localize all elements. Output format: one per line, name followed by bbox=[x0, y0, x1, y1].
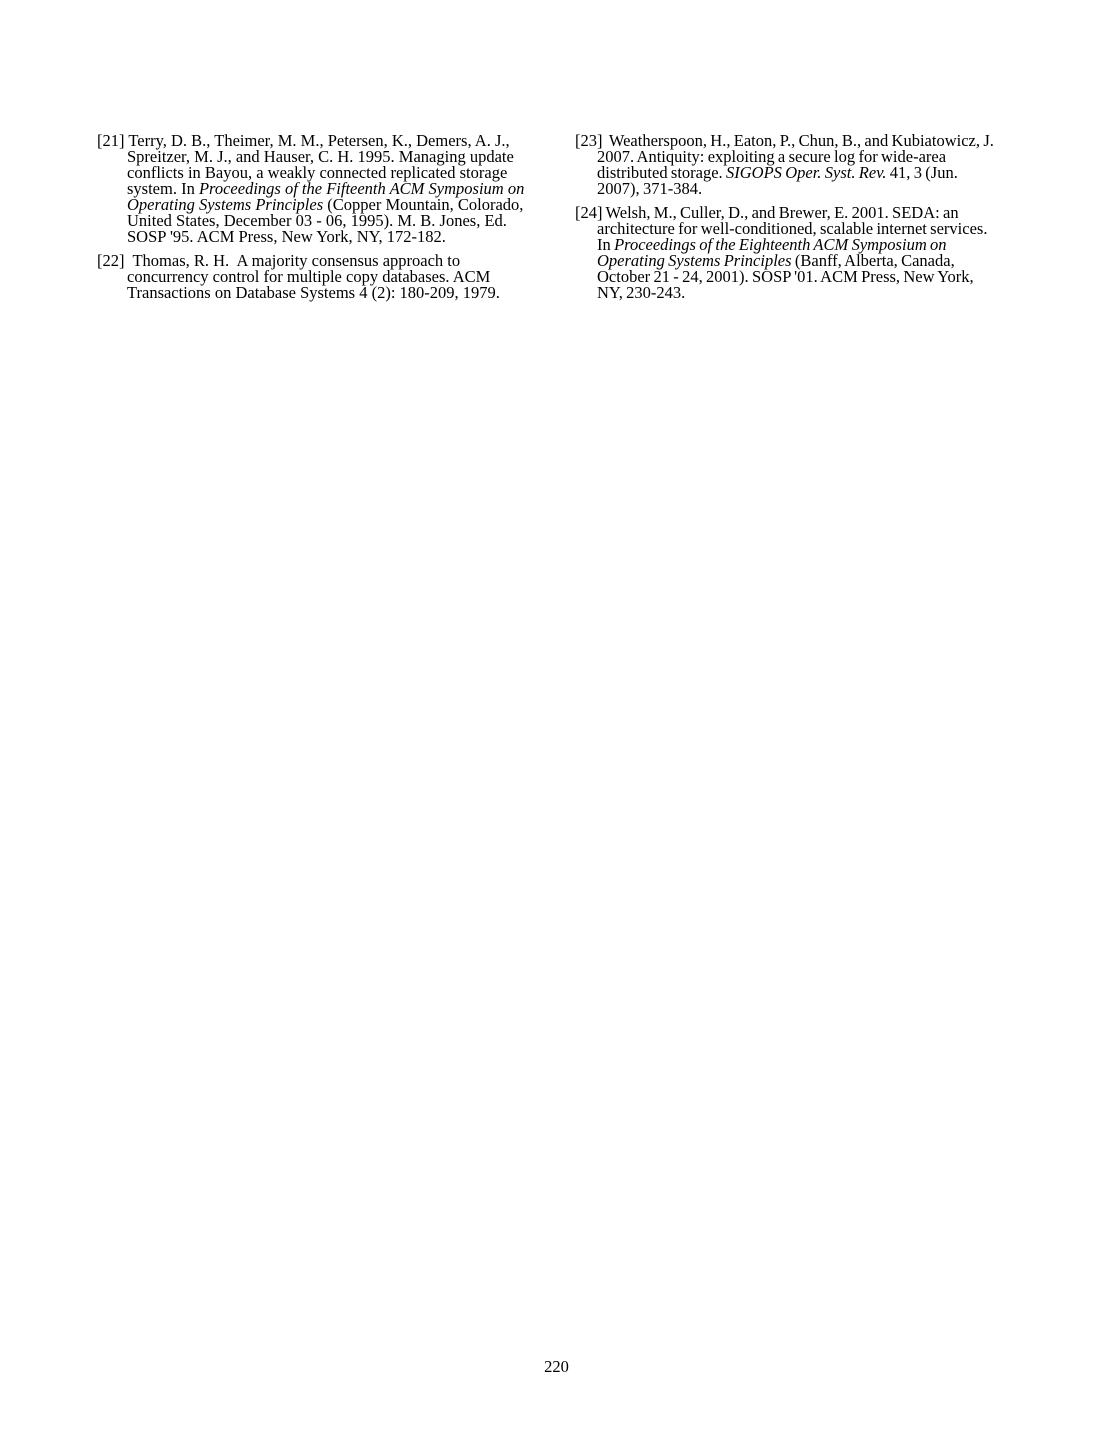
reference-text: (Banff, Alberta, Canada, October 21 - 24, 2001). SOSP '01. ACM Press, New York, NY, 230-243. bbox=[597, 251, 974, 302]
reference-text-italic: SIGOPS Oper. Syst. Rev. bbox=[726, 163, 887, 182]
page-number: 220 bbox=[544, 1357, 569, 1376]
reference-entry-23 bbox=[575, 133, 999, 197]
reference-text: Weatherspoon, H., Eaton, P., Chun, B., and Kubiatowicz, J. 2007. Antiquity: exploiting a secure log for wide-area distributed storage. bbox=[597, 131, 994, 182]
reference-text: Thomas, R. H. A majority consensus approach to concurrency control for multiple copy databases. ACM Transactions on Database Systems 4 (2): 180-209, 1979. bbox=[124, 251, 500, 302]
reference-entry-21 bbox=[97, 133, 535, 245]
references-column-right bbox=[575, 133, 999, 301]
reference-text-italic: Proceedings of the Fifteenth ACM Symposium on Operating Systems Principles bbox=[127, 179, 525, 214]
reference-label: [21] bbox=[97, 131, 125, 150]
reference-text-italic: Proceedings of the Eighteenth ACM Symposium on Operating Systems Principles bbox=[597, 235, 947, 270]
reference-text: Terry, D. B., Theimer, M. M., Petersen, K., Demers, A. J., Spreitzer, M. J., and Hauser, C. H. 1995. Managing update conflicts in Bayou, a weakly connected replicated storage system. In bbox=[124, 131, 514, 198]
reference-label: [24] bbox=[575, 203, 603, 222]
reference-text: (Copper Mountain, Colorado, United States, December 03 - 06, 1995). M. B. Jones, Ed. SOSP '95. ACM Press, New York, NY, 172-182. bbox=[127, 195, 524, 246]
reference-label: [22] bbox=[97, 251, 125, 270]
references-column-left bbox=[97, 133, 535, 301]
reference-entry-22 bbox=[97, 253, 535, 301]
reference-text: Welsh, M., Culler, D., and Brewer, E. 2001. SEDA: an architecture for well-conditioned, scalable internet services. In bbox=[597, 203, 988, 254]
reference-label: [23] bbox=[575, 131, 603, 150]
reference-entry-24 bbox=[575, 205, 999, 301]
reference-text: 41, 3 (Jun. 2007), 371-384. bbox=[597, 163, 958, 198]
